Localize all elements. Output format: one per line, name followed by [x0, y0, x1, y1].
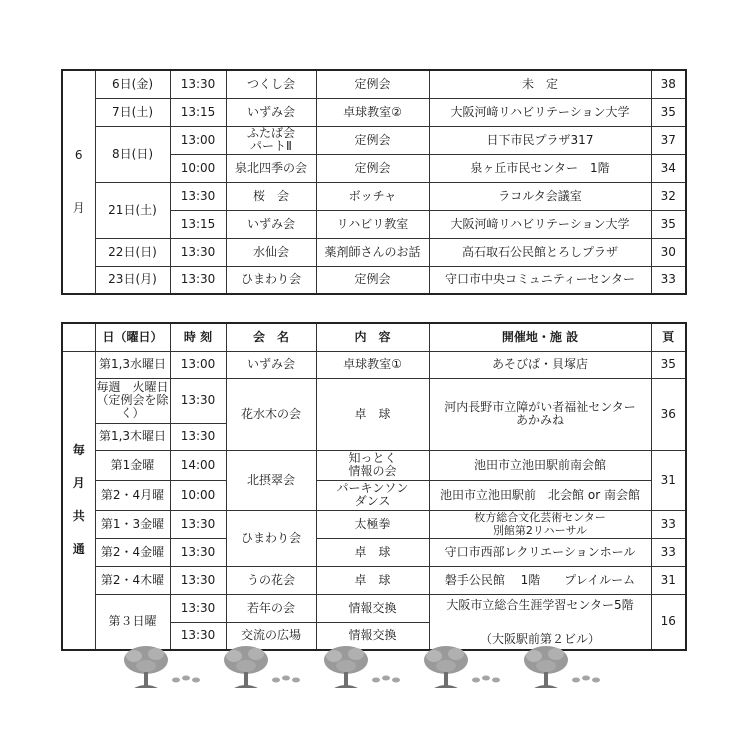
venue-cell: 守口市中央コミュニティーセンター — [429, 266, 651, 294]
venue-cell: あそびぱ・貝塚店 — [429, 351, 651, 378]
time-cell: 13:00 — [170, 351, 226, 378]
day-cell: 第３日曜 — [95, 594, 170, 650]
content-cell: リハビリ教室 — [316, 210, 429, 238]
day-cell: 第2・4月曜 — [95, 480, 170, 510]
page-cell: 30 — [651, 238, 686, 266]
header-corner — [62, 323, 95, 351]
date-cell: 8日(日) — [95, 126, 170, 182]
tree-icon — [524, 646, 568, 688]
header-venue: 開催地・施 設 — [429, 323, 651, 351]
time-cell: 13:30 — [170, 238, 226, 266]
venue-cell — [429, 594, 651, 650]
venue-cell: ラコルタ会議室 — [429, 182, 651, 210]
page-cell: 31 — [651, 450, 686, 510]
day-cell: 第2・4金曜 — [95, 538, 170, 566]
time-cell: 13:30 — [170, 423, 226, 450]
page-cell: 36 — [651, 378, 686, 450]
time-cell: 13:30 — [170, 510, 226, 538]
group-cell: いずみ会 — [226, 98, 316, 126]
venue-cell: 大阪河﨑リハビリテーション大学 — [429, 210, 651, 238]
tree-icon — [124, 646, 168, 688]
group-cell: 北摂翠会 — [226, 450, 316, 510]
content-cell: 定例会 — [316, 70, 429, 98]
venue-line: 大阪市立総合生涯学習センター5階 — [446, 597, 634, 612]
date-cell: 22日(日) — [95, 238, 170, 266]
group-cell: 水仙会 — [226, 238, 316, 266]
content-cell: 太極拳 — [316, 510, 429, 538]
page-cell: 33 — [651, 510, 686, 538]
venue-cell: 池田市立池田駅前 北会館 or 南会館 — [429, 480, 651, 510]
group-cell: うの花会 — [226, 566, 316, 594]
content-cell: ボッチャ — [316, 182, 429, 210]
content-cell: 薬剤師さんのお話 — [316, 238, 429, 266]
page-cell: 35 — [651, 98, 686, 126]
content-cell: 卓 球 — [316, 566, 429, 594]
group-cell: 若年の会 — [226, 594, 316, 622]
page-cell: 33 — [651, 538, 686, 566]
venue-cell: 河内長野市立障がい者福祉センター あかみね — [429, 378, 651, 450]
venue-cell: 高石取石公民館とろしプラザ — [429, 238, 651, 266]
group-cell: ひまわり会 — [226, 266, 316, 294]
group-cell: 花水木の会 — [226, 378, 316, 450]
day-cell: 第1,3木曜日 — [95, 423, 170, 450]
time-cell: 13:00 — [170, 126, 226, 154]
page-cell: 31 — [651, 566, 686, 594]
content-cell: 情報交換 — [316, 594, 429, 622]
page-cell: 33 — [651, 266, 686, 294]
tree-icon — [424, 646, 468, 688]
header-group: 会 名 — [226, 323, 316, 351]
page-cell: 16 — [651, 594, 686, 650]
day-cell: 第1金曜 — [95, 450, 170, 480]
venue-cell: 泉ヶ丘市民センター 1階 — [429, 154, 651, 182]
venue-cell: 大阪河﨑リハビリテーション大学 — [429, 98, 651, 126]
content-cell: 定例会 — [316, 266, 429, 294]
tree-icon — [224, 646, 268, 688]
page-cell: 35 — [651, 351, 686, 378]
day-cell: 毎週 火曜日 （定例会を除く） — [95, 378, 170, 423]
content-cell: 情報交換 — [316, 622, 429, 650]
time-cell: 13:30 — [170, 594, 226, 622]
time-cell: 13:30 — [170, 566, 226, 594]
group-cell: 泉北四季の会 — [226, 154, 316, 182]
page-cell: 34 — [651, 154, 686, 182]
header-page: 頁 — [651, 323, 686, 351]
time-cell: 13:30 — [170, 538, 226, 566]
time-cell: 13:30 — [170, 182, 226, 210]
tree-decoration — [118, 646, 638, 696]
monthly-side-label: 毎 月 共 通 — [62, 351, 95, 650]
header-time: 時 刻 — [170, 323, 226, 351]
time-cell: 13:15 — [170, 98, 226, 126]
group-cell: つくし会 — [226, 70, 316, 98]
monthly-schedule-table — [61, 322, 687, 651]
header-content: 内 容 — [316, 323, 429, 351]
content-cell: 定例会 — [316, 154, 429, 182]
group-cell: ふたば会 パートⅡ — [226, 126, 316, 154]
content-cell: パーキンソン ダンス — [316, 480, 429, 510]
page-cell: 35 — [651, 210, 686, 238]
content-cell: 知っとく 情報の会 — [316, 450, 429, 480]
time-cell: 14:00 — [170, 450, 226, 480]
content-cell: 卓 球 — [316, 378, 429, 450]
group-cell: 桜 会 — [226, 182, 316, 210]
day-cell: 第2・4木曜 — [95, 566, 170, 594]
content-cell: 定例会 — [316, 126, 429, 154]
time-cell: 13:30 — [170, 70, 226, 98]
page-cell: 37 — [651, 126, 686, 154]
time-cell: 13:30 — [170, 266, 226, 294]
month-label: 6 月 — [62, 70, 95, 294]
time-cell: 13:30 — [170, 622, 226, 650]
group-cell: 交流の広場 — [226, 622, 316, 650]
group-cell: いずみ会 — [226, 210, 316, 238]
june-schedule-table — [61, 69, 687, 295]
content-cell: 卓 球 — [316, 538, 429, 566]
page-cell: 38 — [651, 70, 686, 98]
time-cell: 10:00 — [170, 480, 226, 510]
group-cell: いずみ会 — [226, 351, 316, 378]
venue-line: （大阪駅前第２ビル） — [479, 631, 600, 646]
venue-cell: 磐手公民館 1階 プレイルーム — [429, 566, 651, 594]
time-cell: 10:00 — [170, 154, 226, 182]
header-day: 日（曜日） — [95, 323, 170, 351]
venue-cell: 未 定 — [429, 70, 651, 98]
venue-cell: 日下市民プラザ317 — [429, 126, 651, 154]
day-cell: 第1,3水曜日 — [95, 351, 170, 378]
date-cell: 7日(土) — [95, 98, 170, 126]
date-cell: 6日(金) — [95, 70, 170, 98]
date-cell: 21日(土) — [95, 182, 170, 238]
page-cell: 32 — [651, 182, 686, 210]
group-cell: ひまわり会 — [226, 510, 316, 566]
time-cell: 13:15 — [170, 210, 226, 238]
venue-cell: 守口市西部レクリエーションホール — [429, 538, 651, 566]
tree-icon — [324, 646, 368, 688]
venue-cell: 池田市立池田駅前南会館 — [429, 450, 651, 480]
date-cell: 23日(月) — [95, 266, 170, 294]
day-cell: 第1・3金曜 — [95, 510, 170, 538]
time-cell: 13:30 — [170, 378, 226, 423]
content-cell: 卓球教室① — [316, 351, 429, 378]
content-cell: 卓球教室② — [316, 98, 429, 126]
venue-cell: 枚方総合文化芸術センター 別館第2リハーサル — [429, 510, 651, 538]
